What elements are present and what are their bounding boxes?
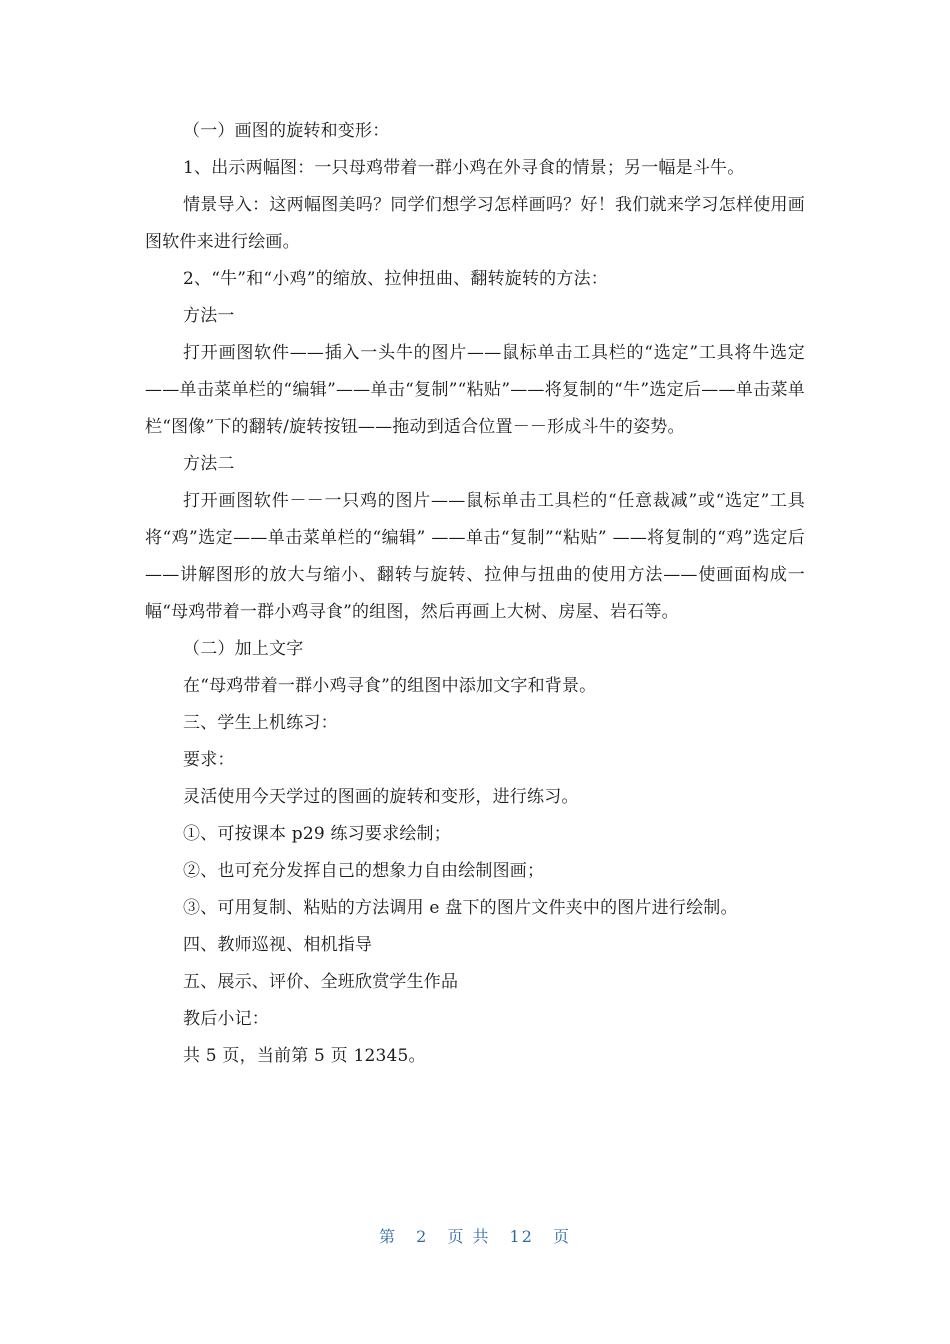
- paragraph-scenario-intro: 情景导入：这两幅图美吗？同学们想学习怎样画吗？好！我们就来学习怎样使用画图软件来进行绘画。: [145, 195, 805, 252]
- list-item-2: ②、也可充分发挥自己的想象力自由绘制图画；: [183, 861, 545, 881]
- paragraph-show-images: 1、出示两幅图：一只母鸡带着一群小鸡在外寻食的情景；另一幅是斗牛。: [183, 158, 745, 178]
- section-heading-add-text: （二）加上文字: [183, 639, 304, 659]
- list-item-1: ①、可按课本 p29 练习要求绘制；: [183, 824, 451, 844]
- footer-ye-gong: 页 共: [447, 1227, 491, 1246]
- paragraph-add-text: 在“母鸡带着一群小鸡寻食”的组图中添加文字和背景。: [183, 676, 597, 696]
- section-heading-rotate-transform: （一）画图的旋转和变形：: [183, 121, 390, 141]
- paragraph-flexible-use: 灵活使用今天学过的图画的旋转和变形，进行练习。: [183, 787, 579, 807]
- section-heading-teacher-guidance: 四、教师巡视、相机指导: [183, 935, 373, 955]
- paragraph-teaching-notes: 教后小记：: [183, 1009, 269, 1029]
- document-body: [145, 113, 805, 1075]
- footer-ye: 页: [553, 1227, 572, 1246]
- method-one-steps: 打开画图软件——插入一头牛的图片——鼠标单击工具栏的“选定”工具将牛选定——单击菜单栏的“编辑”——单击“复制”“粘贴”——将复制的“牛”选定后——单击菜单栏“图像”下的翻转/旋转按钮——拖动到适合位置－－形成斗牛的姿势。: [145, 343, 805, 437]
- section-heading-showcase: 五、展示、评价、全班欣赏学生作品: [183, 972, 459, 992]
- footer-total-pages: 12: [509, 1227, 534, 1246]
- page-footer: [0, 1224, 950, 1247]
- method-one-heading: 方法一: [183, 306, 235, 326]
- paragraph-requirements: 要求：: [183, 750, 235, 770]
- method-two-steps: 打开画图软件－－一只鸡的图片——鼠标单击工具栏的“任意裁减”或“选定”工具将“鸡”选定——单击菜单栏的“编辑” ——单击“复制”“粘贴” ——将复制的“鸡”选定后——讲解图形的放大与缩小、翻转与旋转、拉伸与扭曲的使用方法——使画面构成一幅“母鸡带着一群小鸡寻食”的组图，然后再画上大树、房屋、岩石等。: [145, 491, 805, 622]
- footer-current-page: 2: [416, 1227, 429, 1246]
- list-item-3: ③、可用复制、粘贴的方法调用 e 盘下的图片文件夹中的图片进行绘制。: [183, 898, 738, 918]
- footer-di: 第: [378, 1227, 397, 1246]
- paragraph-page-count: 共 5 页，当前第 5 页 12345。: [183, 1046, 426, 1066]
- method-two-heading: 方法二: [183, 454, 235, 474]
- paragraph-methods-heading: 2、“牛”和“小鸡”的缩放、拉伸扭曲、翻转旋转的方法：: [183, 269, 608, 289]
- section-heading-practice: 三、学生上机练习：: [183, 713, 338, 733]
